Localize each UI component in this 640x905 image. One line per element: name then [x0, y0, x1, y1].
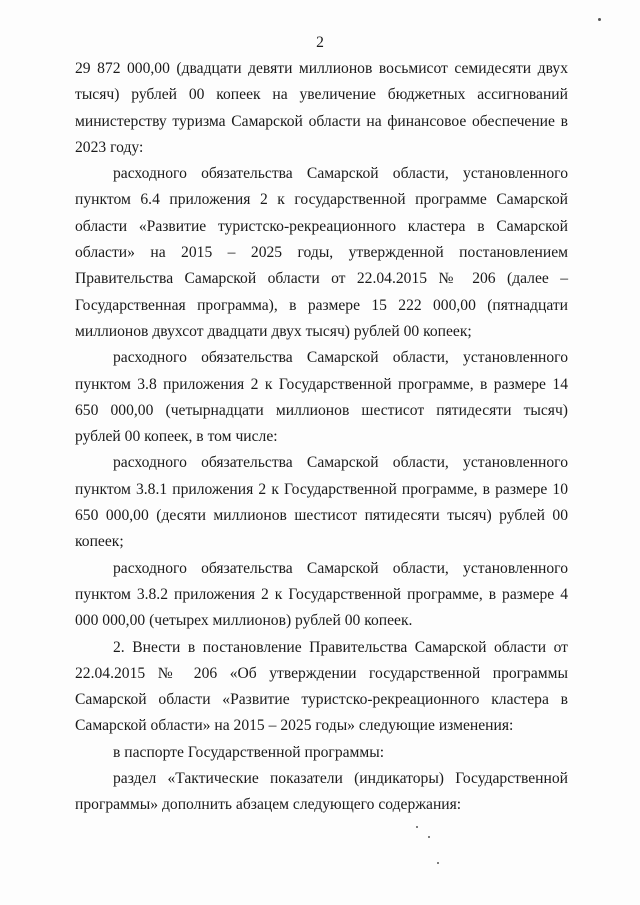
paragraph-item-3-8-2: расходного обязательства Самарской области, установленного пунктом 3.8.2 приложения 2 к Государственной программе, в размере 4 000 000,00 (четырех миллионов) рублей 00 копеек.: [75, 559, 568, 630]
paragraph-item-6-4: расходного обязательства Самарской области, установленного пунктом 6.4 приложения 2 к государственной программе Самарской области «Развитие туристско-рекреационного кластера в Самарской области» на 2015 – 2025 годы, утвержденной постановлением Правительства Самарской области от 22.04.2015 № 206 (далее – Государственная программа), в размере 15 222 000,00 (пятнадцати миллионов двухсот двадцати двух тысяч) рублей 00 копеек;: [75, 165, 568, 340]
paragraph-item-3-8-1: расходного обязательства Самарской области, установленного пунктом 3.8.1 приложения 2 к Государственной программе, в размере 10 650 000,00 (десяти миллионов шестисот пятидесяти тысяч) рублей 00 копеек;: [75, 454, 568, 551]
scan-speck: [428, 836, 430, 838]
scan-speck: [598, 18, 601, 21]
scan-speck: [416, 826, 418, 828]
paragraph-funding-increase: 29 872 000,00 (двадцати девяти миллионов восьмисот семидесяти двух тысяч) рублей 00 копеек на увеличение бюджетных ассигнований министерству туризма Самарской области на финансовое обеспечение в 2023 году:: [75, 60, 568, 156]
scan-speck: [437, 862, 439, 864]
paragraph-tactical-indicators: раздел «Тактические показатели (индикаторы) Государственной программы» дополнить абзацем следующего содержания:: [75, 770, 568, 814]
paragraph-passport: в паспорте Государственной программы:: [113, 743, 385, 761]
paragraph-item-3-8: расходного обязательства Самарской области, установленного пунктом 3.8 приложения 2 к Государственной программе, в размере 14 650 000,00 (четырнадцати миллионов шестисот пятидесяти тысяч) рублей 00 копеек, в том числе:: [75, 349, 568, 446]
paragraph-amendments: 2. Внести в постановление Правительства Самарской области от 22.04.2015 № 206 «Об утверждении государственной программы Самарской области «Развитие туристско-рекреационного кластера в Самарской области» на 2015 – 2025 годы» следующие изменения:: [75, 638, 568, 735]
page-number: 2: [316, 34, 324, 51]
document-body: [75, 56, 568, 819]
